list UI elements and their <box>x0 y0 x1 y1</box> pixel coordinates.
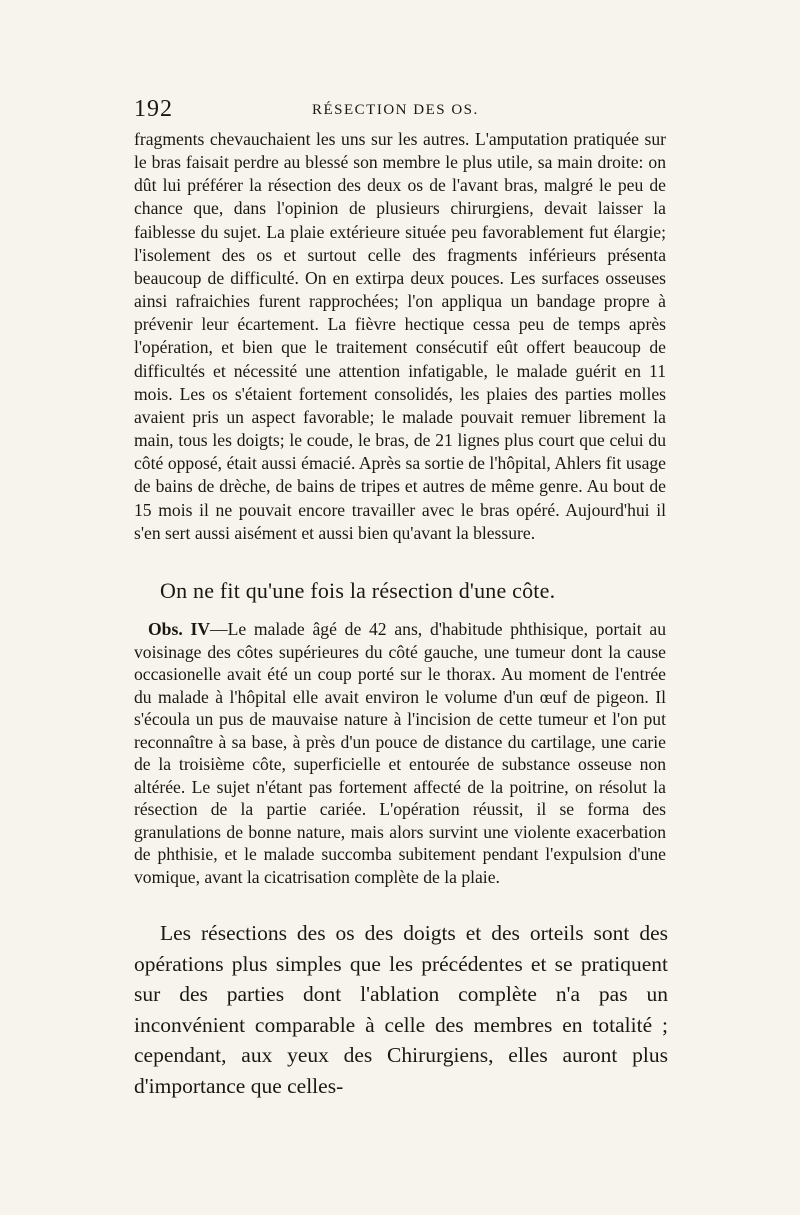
section-heading: On ne fit qu'une fois la résection d'une côte. <box>160 578 556 603</box>
paragraph-finger-resections <box>134 918 668 1102</box>
observation-text: —Le malade âgé de 42 ans, d'habitude phthisique, portait au voisinage des côtes supérieures du côté gauche, une tumeur dont la cause occasionelle avait été un coup porté sur le thorax. Au moment de l'entrée du malade à l'hôpital elle avait environ le volume d'un œuf de pigeon. Il s'écoula un pus de mauvaise nature à l'incision de cette tumeur et l'on put reconnaître à sa base, à près d'un pouce de distance du cartilage, une carie de la troisième côte, superficielle et entourée de substance osseuse non altérée. Le sujet n'étant pas fortement affecté de la poitrine, on résolut la résection de la partie cariée. L'opération réussit, il se forma des granulations de bonne nature, mais alors survint une violente exacerbation de phthisie, et le malade succomba subitement pendant l'expulsion d'une vomique, avant la cicatrisation complète de la plaie. <box>134 619 667 888</box>
paragraph-text-large: Les résections des os des doigts et des orteils sont des opérations plus simples que les précédentes et se pratiquent sur des parties dont l'ablation complète n'a pas un inconvénient comparable à celle des membres en totalité ; cependant, aux yeux des Chirurgiens, elles auront plus d'importance que celles- <box>134 921 668 1098</box>
paragraph-text: fragments chevauchaient les uns sur les autres. L'amputation pratiquée sur le bras faisait perdre au blessé son membre le plus utile, sa main droite: on dût lui préférer la résection des deux os de l'avant bras, malgré le peu de chance que, dans l'opinion de plusieurs chirurgiens, devait laisser la faiblesse du sujet. La plaie extérieure située peu favorablement fut élargie; l'isolement des os et surtout celle des fragments inférieurs présenta beaucoup de difficulté. On en extirpa deux pouces. Les surfaces osseuses ainsi rafraichies furent rapprochées; l'on appliqua un bandage propre à prévenir leur écartement. La fièvre hectique cessa peu de temps après l'opération, et bien que le traitement consécutif eût offert beaucoup de difficultés et nécessité une attention infatigable, le malade guérit en 11 mois. Les os s'étaient fortement consolidés, les plaies des parties molles avaient pris un aspect favorable; le malade pouvait remuer librement la main, tous les doigts; le coude, le bras, de 21 lignes plus court que celui du côté opposé, était aussi émacié. Après sa sortie de l'hôpital, Ahlers fit usage de bains de drèche, de bains de tripes et autres de même genre. Au bout de 15 mois il ne pouvait encore travailler avec le bras opéré. Aujourd'hui il s'en sert aussi aisément et aussi bien qu'avant la blessure. <box>134 129 666 543</box>
observation-block <box>134 618 666 889</box>
paragraph-amputation-case <box>134 128 666 545</box>
observation-paragraph <box>134 618 666 889</box>
page-number: 192 <box>134 96 173 122</box>
observation-label: Obs. IV <box>148 619 211 639</box>
running-head: RÉSECTION DES OS. <box>312 102 479 118</box>
page-header <box>134 96 674 126</box>
